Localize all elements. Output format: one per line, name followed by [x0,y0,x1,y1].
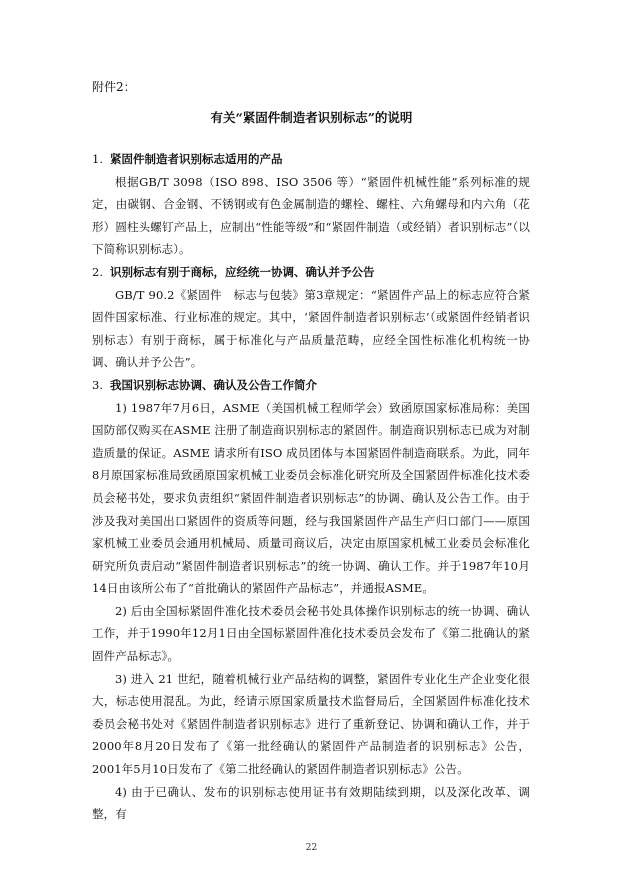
paragraph: 根据GB/T 3098（ISO 898、ISO 3506 等）“紧固件机械性能”系列标准的规定，由碳钢、合金钢、不锈钢或有色金属制造的螺栓、螺柱、六角螺母和内六角（花形）圆柱头螺钉产品上，应制出“性能等级”和“紧固件制造（或经销）者识别标志”（以下简称识别标志）。 [92,174,530,257]
paragraph: GB/T 90.2《紧固件 标志与包装》第3章规定：“紧固件产品上的标志应符合紧固件国家标准、行业标准的规定。其中，‘紧固件制造者识别标志’（或紧固件经销者识别标志）有别于商标，属于标准化与产品质量范畴，应经全国性标准化机构统一协调、确认并予公告”。 [92,287,530,370]
attachment-label: 附件2： [92,80,136,94]
section-number: 3. [92,377,103,392]
section-heading [92,374,530,397]
section-number: 1. [92,152,103,166]
section-heading [92,261,530,284]
page-number: 22 [305,843,318,853]
document-body [92,148,530,826]
paragraph: 1) 1987年7月6日，ASME（美国机械工程师学会）致函原国家标准局称：美国国防部仅购买在ASME 注册了制造商识别标志的紧固件。制造商识别标志已成为对制造质量的保证。ASME 请求所有ISO 成员团体与本国紧固件制造商联系。为此，同年8月原国家标准局致函原国家机械工业委员会标准化研究所及全国紧固件标准化技术委员会秘书处，要求负责组织“紧固件制造者识别标志”的协调、确认及公告工作。由于涉及我对美国出口紧固件的资质等问题，经与我国紧固件产品生产归口部门——原国家机械工业委员会通用机械局、质量司商议后，决定由原国家机械工业委员会标准化研究所负责启动“紧固件制造者识别标志”的统一协调、确认工作。并于1987年10月14日由该所公布了“首批确认的紧固件产品标志”，并通报ASME。 [92,400,530,596]
section-heading [92,148,530,171]
paragraph: 3) 进入 21 世纪，随着机械行业产品结构的调整，紧固件专业化生产企业变化很大，标志使用混乱。为此，经请示原国家质量技术监督局后，全国紧固件标准化技术委员会秘书处对《紧固件制造者识别标志》进行了重新登记、协调和确认工作，并于2000年8月20日发布了《第一批经确认的紧固件产品制造者的识别标志》公告， 2001年5月10日发布了《第二批经确认的紧固件制造者识别标志》公告。 [92,671,530,777]
section-heading-text: 紧固件制造者识别标志适用的产品 [110,152,283,166]
section-heading-text: 我国识别标志协调、确认及公告工作简介 [110,377,318,392]
paragraph: 4) 由于已确认、发布的识别标志使用证书有效期陆续到期，以及深化改革、调整，有 [92,784,530,822]
paragraph: 2) 后由全国标紧固件准化技术委员会秘书处具体操作识别标志的统一协调、确认工作，并于1990年12月1日由全国标紧固件准化技术委员会发布了《第二批确认的紧固件产品标志》。 [92,603,530,664]
section-heading-text: 识别标志有别于商标，应经统一协调、确认并予公告 [110,264,375,279]
document-title: 有关“紧固件制造者识别标志”的说明 [210,110,413,125]
section-number: 2. [92,264,103,279]
